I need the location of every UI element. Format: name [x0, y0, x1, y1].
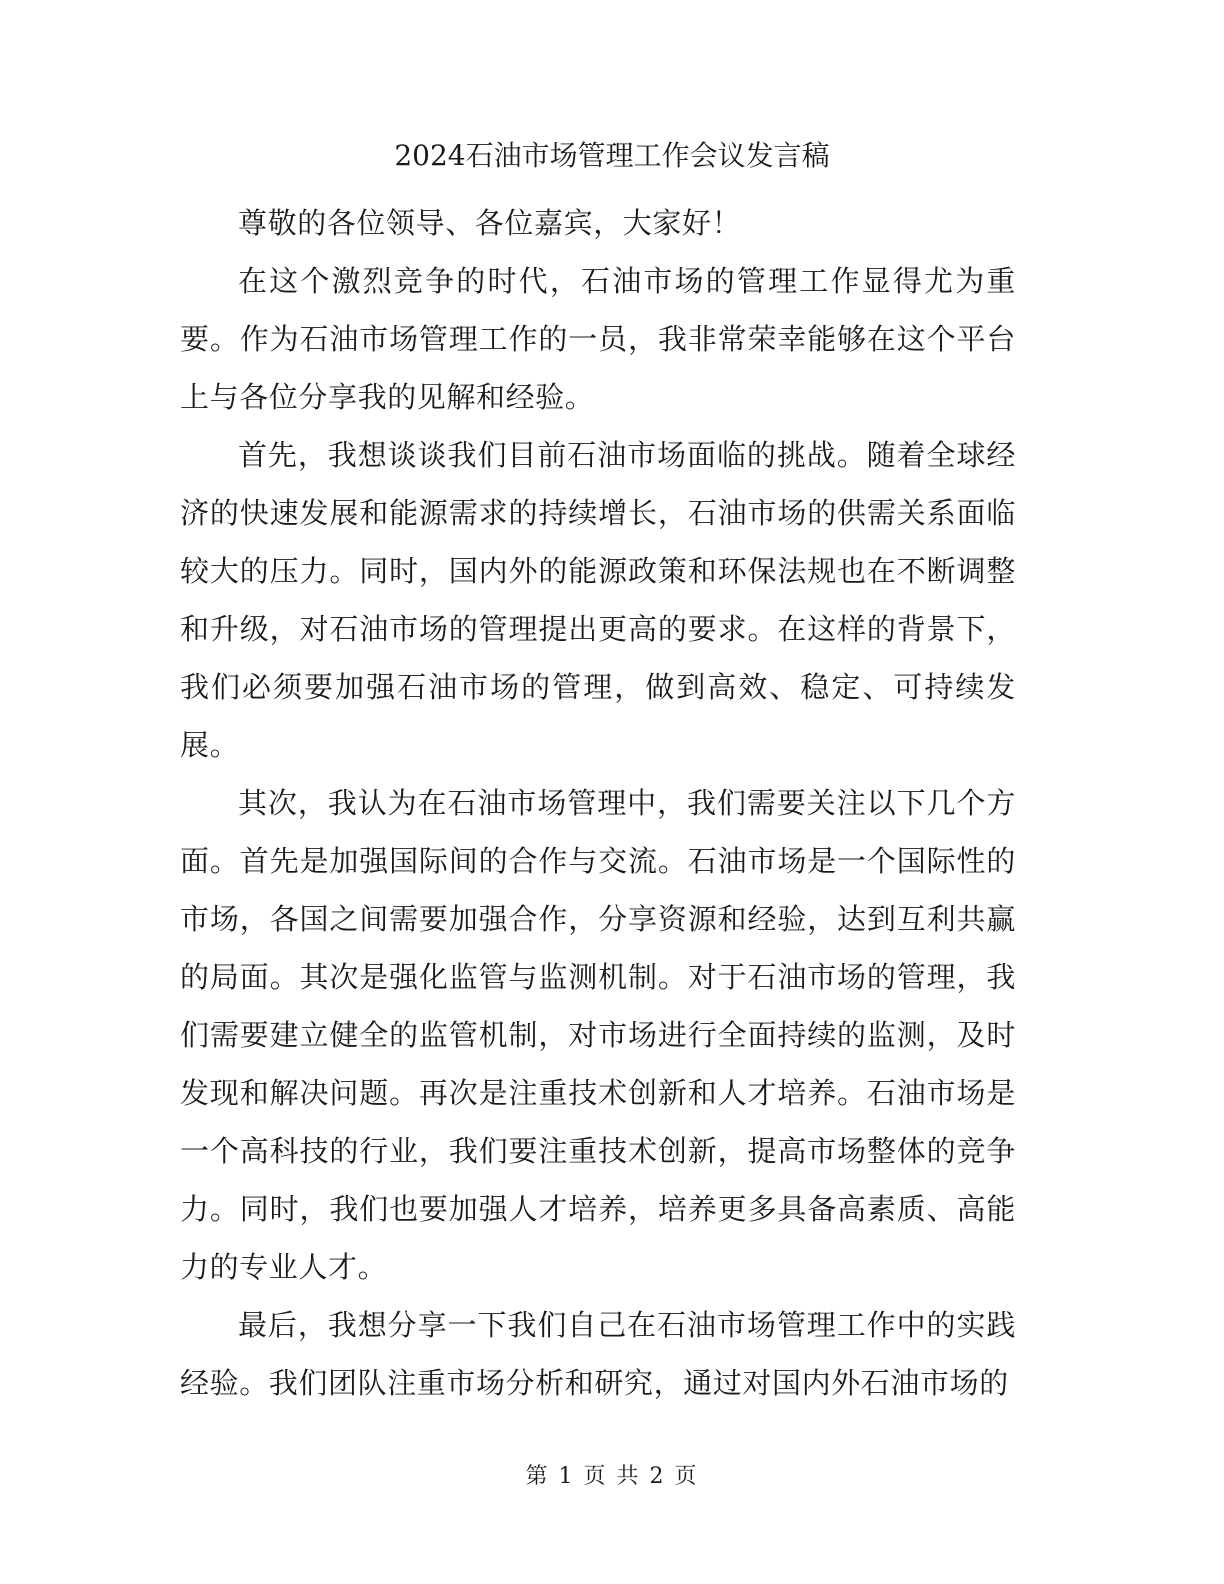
paragraph-1: 在这个激烈竞争的时代，石油市场的管理工作显得尤为重要。作为石油市场管理工作的一员，我非常荣幸能够在这个平台上与各位分享我的见解和经验。	[180, 264, 1016, 414]
paragraph-2: 首先，我想谈谈我们目前石油市场面临的挑战。随着全球经济的快速发展和能源需求的持续增长，石油市场的供需关系面临较大的压力。同时，国内外的能源政策和环保法规也在不断调整和升级，对石油市场的管理提出更高的要求。在这样的背景下，我们必须要加强石油市场的管理，做到高效、稳定、可持续发展。	[180, 438, 1016, 762]
greeting-paragraph: 尊敬的各位领导、各位嘉宾，大家好！	[238, 206, 742, 240]
document-title: 2024石油市场管理工作会议发言稿	[394, 139, 830, 172]
paragraph-3: 其次，我认为在石油市场管理中，我们需要关注以下几个方面。首先是加强国际间的合作与交流。石油市场是一个国际性的市场，各国之间需要加强合作，分享资源和经验，达到互利共赢的局面。其次是强化监管与监测机制。对于石油市场的管理，我们需要建立健全的监管机制，对市场进行全面持续的监测，及时发现和解决问题。再次是注重技术创新和人才培养。石油市场是一个高科技的行业，我们要注重技术创新，提高市场整体的竞争力。同时，我们也要加强人才培养，培养更多具备高素质、高能力的专业人才。	[180, 786, 1016, 1284]
document-body	[180, 194, 1016, 1412]
paragraph-4: 最后，我想分享一下我们自己在石油市场管理工作中的实践经验。我们团队注重市场分析和研究，通过对国内外石油市场的	[180, 1308, 1016, 1400]
page-footer: 第 1 页 共 2 页	[525, 1464, 699, 1489]
